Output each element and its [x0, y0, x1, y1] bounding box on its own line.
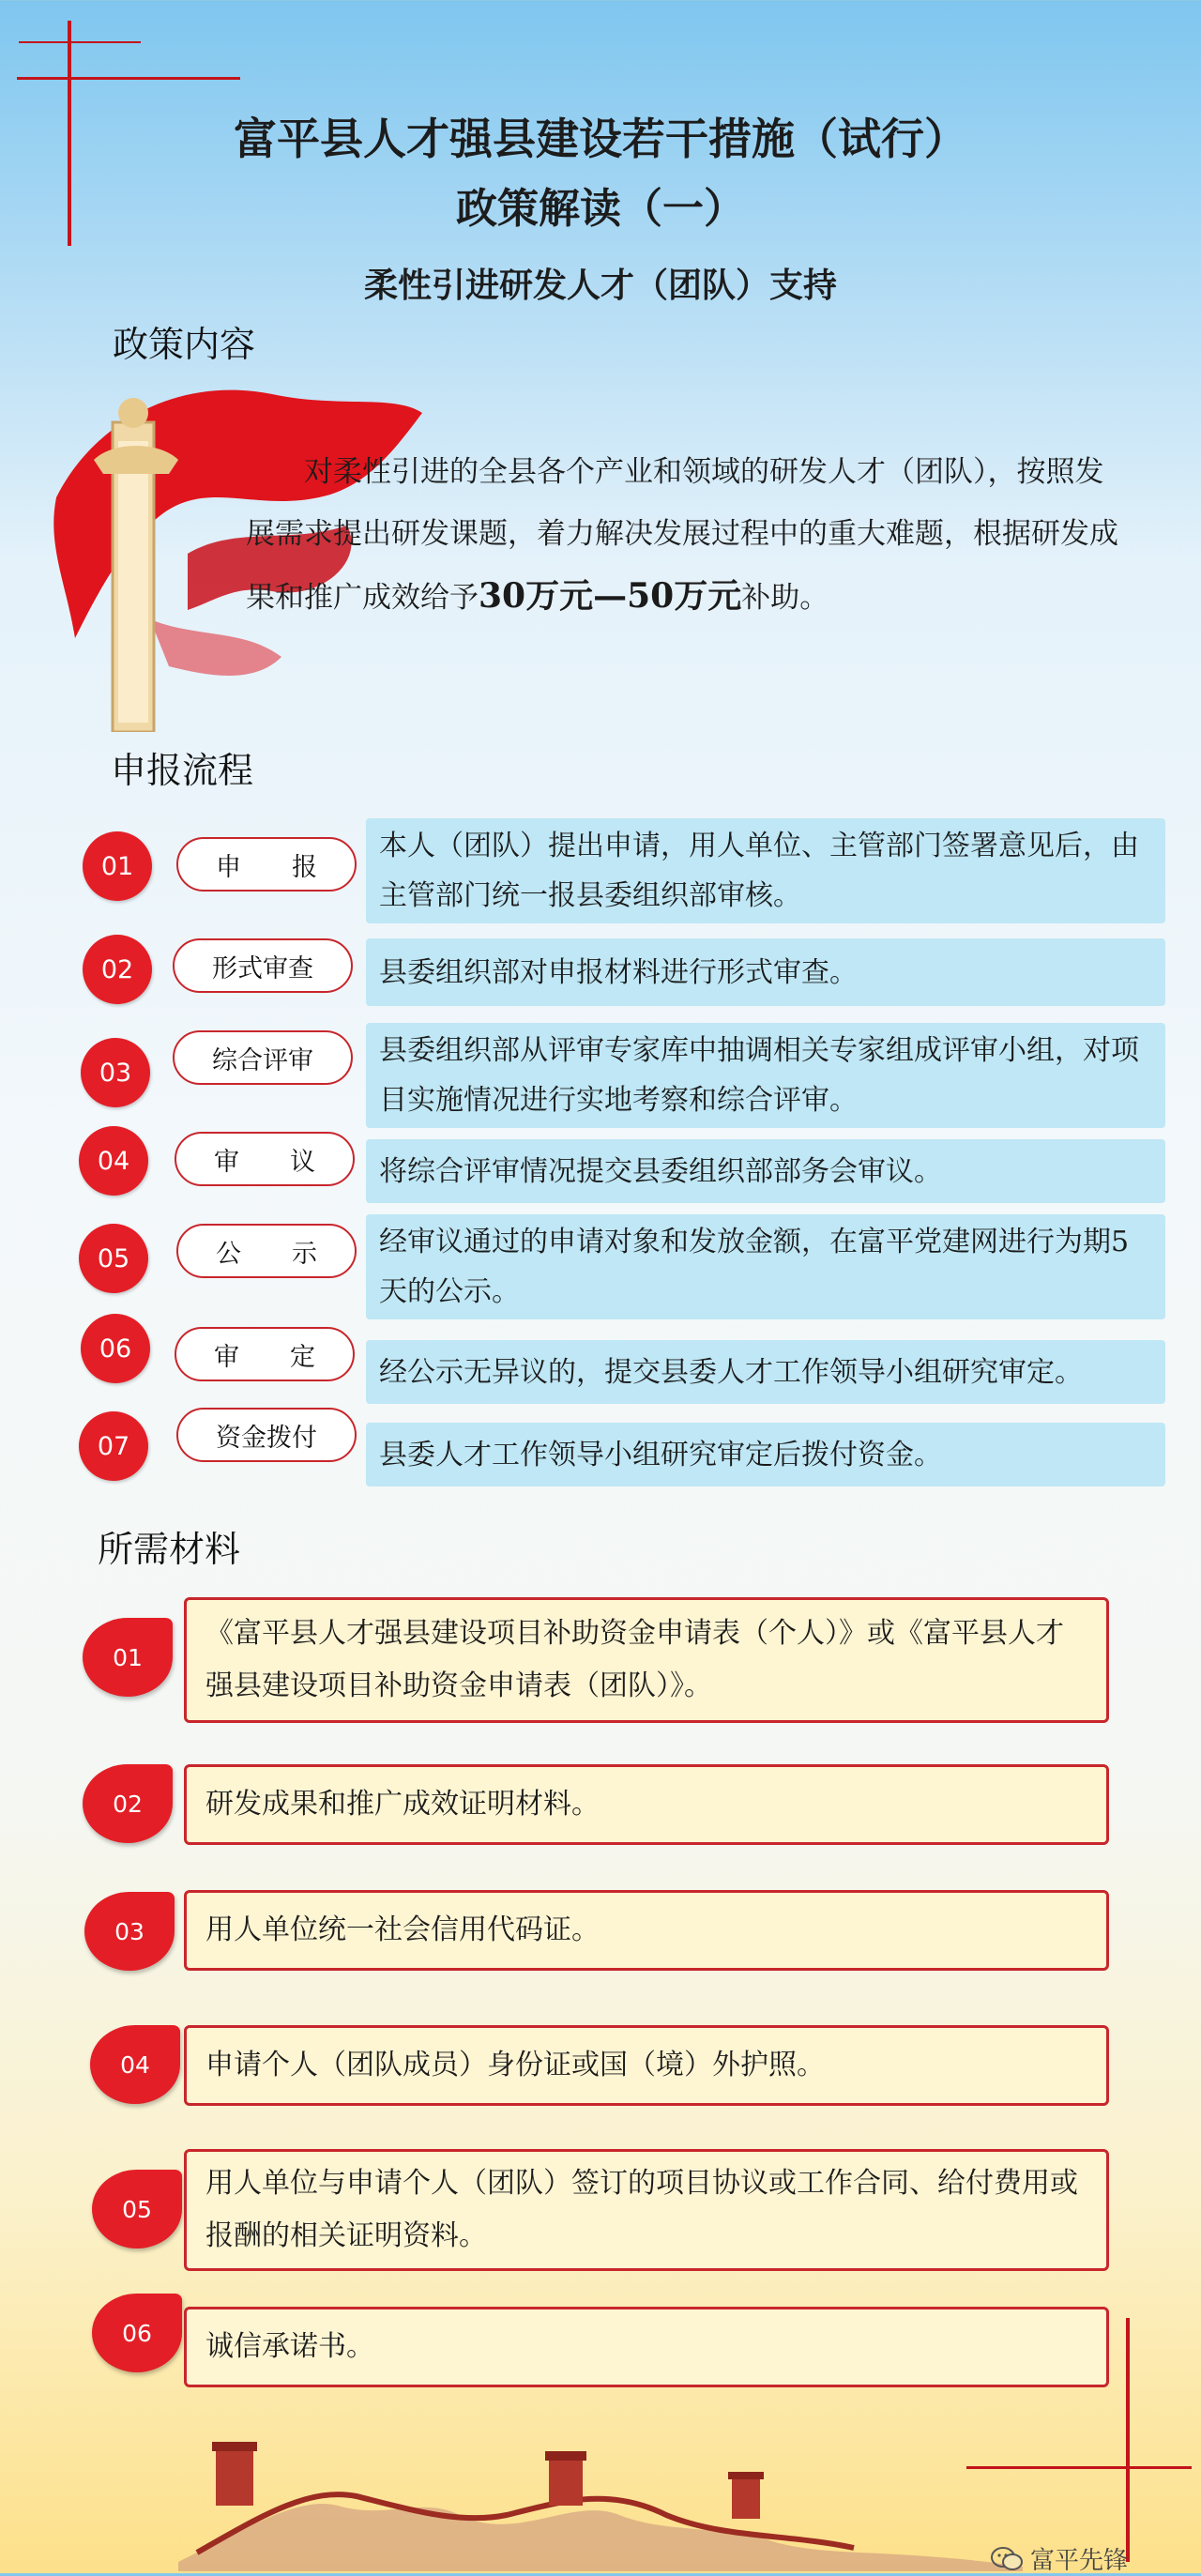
step-number: 05: [79, 1224, 148, 1293]
step-number: 02: [83, 935, 152, 1004]
step-number: 07: [79, 1411, 148, 1481]
page-title: 富平县人才强县建设若干措施（试行）: [234, 114, 967, 164]
step-label: 审 定: [175, 1327, 355, 1381]
step-number: 06: [81, 1314, 150, 1383]
material-item: 诚信承诺书。: [184, 2307, 1109, 2387]
step-label: 申 报: [176, 837, 357, 892]
material-number: 05: [92, 2170, 182, 2248]
wechat-icon: [991, 2546, 1023, 2572]
step-label: 综合评审: [173, 1030, 353, 1085]
step-description: 经审议通过的申请对象和发放金额，在富平党建网进行为期5天的公示。: [366, 1214, 1165, 1319]
material-number: 06: [92, 2294, 182, 2372]
step-label: 形式审查: [173, 938, 353, 993]
step-description: 经公示无异议的，提交县委人才工作领导小组研究审定。: [366, 1340, 1165, 1404]
page-title-line2: 政策解读（一）: [456, 185, 745, 233]
step-description: 县委组织部对申报材料进行形式审查。: [366, 938, 1165, 1006]
step-description: 本人（团队）提出申请，用人单位、主管部门签署意见后，由主管部门统一报县委组织部审核。: [366, 818, 1165, 923]
step-description: 县委组织部从评审专家库中抽调相关专家组成评审小组，对项目实施情况进行实地考察和综合评审。: [366, 1023, 1165, 1128]
step-description: 县委人才工作领导小组研究审定后拨付资金。: [366, 1423, 1165, 1486]
step-number: 04: [79, 1126, 148, 1196]
step-description: 将综合评审情况提交县委组织部部务会审议。: [366, 1139, 1165, 1203]
step-label: 资金拨付: [176, 1408, 357, 1462]
policy-amount: 30万元—50万元: [479, 576, 742, 616]
materials-heading: 所需材料: [98, 1529, 241, 1570]
material-item: 《富平县人才强县建设项目补助资金申请表（个人）》或《富平县人才强县建设项目补助资金申请表（团队）》。: [184, 1597, 1109, 1723]
policy-text-part1: 对柔性引进的全县各个产业和领域的研发人才（团队），按照发展需求提出研发课题，着力解决发展过程中的重大难题，根据研发成果和推广成效给予: [246, 455, 1118, 615]
watermark-text: 富平先锋: [1030, 2547, 1129, 2575]
material-number: 04: [90, 2025, 180, 2104]
material-number: 02: [83, 1764, 173, 1843]
material-item: 用人单位与申请个人（团队）签订的项目协议或工作合同、给付费用或报酬的相关证明资料。: [184, 2149, 1109, 2271]
step-number: 03: [81, 1038, 150, 1107]
watermark: [991, 2541, 1128, 2576]
corner-line-decoration: [1126, 2318, 1130, 2562]
corner-line-decoration: [17, 77, 240, 80]
material-item: 研发成果和推广成效证明材料。: [184, 1764, 1109, 1845]
great-wall-illustration: [178, 2384, 1023, 2571]
material-item: 申请个人（团队成员）身份证或国（境）外护照。: [184, 2025, 1109, 2106]
corner-line-decoration: [19, 41, 141, 43]
policy-heading: 政策内容: [113, 324, 256, 365]
process-heading: 申报流程: [111, 750, 254, 791]
step-label: 公 示: [176, 1224, 357, 1278]
material-number: 03: [84, 1892, 175, 1971]
material-number: 01: [83, 1618, 173, 1697]
policy-text-part2: 补助。: [741, 581, 829, 615]
step-number: 01: [83, 831, 152, 901]
page-subtitle: 柔性引进研发人才（团队）支持: [363, 266, 837, 305]
step-label: 审 议: [175, 1132, 355, 1186]
material-item: 用人单位统一社会信用代码证。: [184, 1890, 1109, 1971]
policy-text: [246, 441, 1118, 629]
